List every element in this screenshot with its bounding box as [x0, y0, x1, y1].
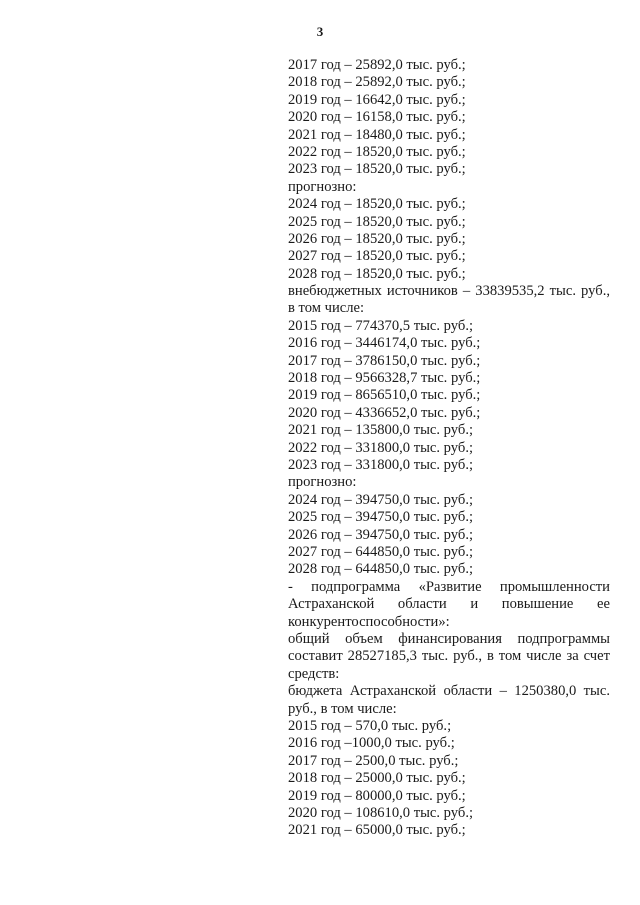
- funding-line: 2020 год – 4336652,0 тыс. руб.;: [288, 404, 481, 421]
- funding-line: 2016 год –1000,0 тыс. руб.;: [288, 735, 455, 752]
- funding-line: 2021 год – 135800,0 тыс. руб.;: [288, 422, 474, 439]
- funding-line: 2022 год – 18520,0 тыс. руб.;: [288, 143, 466, 160]
- funding-line: 2018 год – 25000,0 тыс. руб.;: [288, 770, 466, 787]
- funding-line: 2020 год – 16158,0 тыс. руб.;: [288, 109, 466, 126]
- funding-list-block-3: [288, 718, 610, 840]
- funding-line: 2019 год – 8656510,0 тыс. руб.;: [288, 387, 481, 404]
- total-funding-paragraph: общий объем финансирования подпрограммы составит 28527185,3 тыс. руб., в том числе за счет средств:: [288, 630, 610, 682]
- funding-line: 2019 год – 16642,0 тыс. руб.;: [288, 91, 466, 108]
- funding-line: 2027 год – 644850,0 тыс. руб.;: [288, 543, 474, 560]
- funding-line: 2015 год – 570,0 тыс. руб.;: [288, 718, 452, 734]
- funding-line: 2021 год – 18480,0 тыс. руб.;: [288, 126, 466, 143]
- funding-line: 2017 год – 2500,0 тыс. руб.;: [288, 752, 459, 769]
- forecast-label: прогнозно:: [288, 178, 357, 195]
- funding-line: 2017 год – 3786150,0 тыс. руб.;: [288, 352, 481, 369]
- forecast-label: прогнозно:: [288, 474, 357, 491]
- funding-line: 2019 год – 80000,0 тыс. руб.;: [288, 787, 466, 804]
- funding-line: 2024 год – 18520,0 тыс. руб.;: [288, 196, 466, 213]
- funding-line: 2023 год – 18520,0 тыс. руб.;: [288, 161, 466, 178]
- funding-line: 2027 год – 18520,0 тыс. руб.;: [288, 248, 466, 265]
- subprogram-title: - подпрограмма «Развитие промышленности Астраханской области и повышение ее конкурентоспособности»:: [288, 578, 610, 630]
- funding-line: 2028 год – 644850,0 тыс. руб.;: [288, 561, 474, 578]
- funding-line: 2025 год – 18520,0 тыс. руб.;: [288, 213, 466, 230]
- funding-line: 2026 год – 394750,0 тыс. руб.;: [288, 526, 474, 543]
- funding-list-block-1: [288, 57, 610, 283]
- funding-line: 2018 год – 9566328,7 тыс. руб.;: [288, 370, 481, 387]
- funding-line: 2028 год – 18520,0 тыс. руб.;: [288, 265, 466, 282]
- funding-line: 2017 год – 25892,0 тыс. руб.;: [288, 57, 466, 73]
- regional-budget-intro: бюджета Астраханской области – 1250380,0 тыс. руб., в том числе:: [288, 683, 610, 717]
- extra-budget-intro: внебюджетных источников – 33839535,2 тыс. руб., в том числе:: [288, 283, 610, 317]
- document-body: [288, 57, 610, 840]
- funding-list-block-2: [288, 318, 610, 579]
- page-number: 3: [316, 24, 324, 39]
- funding-line: 2025 год – 394750,0 тыс. руб.;: [288, 509, 474, 526]
- funding-line: 2022 год – 331800,0 тыс. руб.;: [288, 439, 474, 456]
- funding-line: 2015 год – 774370,5 тыс. руб.;: [288, 317, 474, 334]
- funding-line: 2018 год – 25892,0 тыс. руб.;: [288, 74, 466, 91]
- funding-line: 2021 год – 65000,0 тыс. руб.;: [288, 822, 466, 839]
- funding-line: 2020 год – 108610,0 тыс. руб.;: [288, 804, 474, 821]
- funding-line: 2023 год – 331800,0 тыс. руб.;: [288, 457, 474, 474]
- funding-line: 2024 год – 394750,0 тыс. руб.;: [288, 491, 474, 508]
- funding-line: 2026 год – 18520,0 тыс. руб.;: [288, 230, 466, 247]
- funding-line: 2016 год – 3446174,0 тыс. руб.;: [288, 335, 481, 352]
